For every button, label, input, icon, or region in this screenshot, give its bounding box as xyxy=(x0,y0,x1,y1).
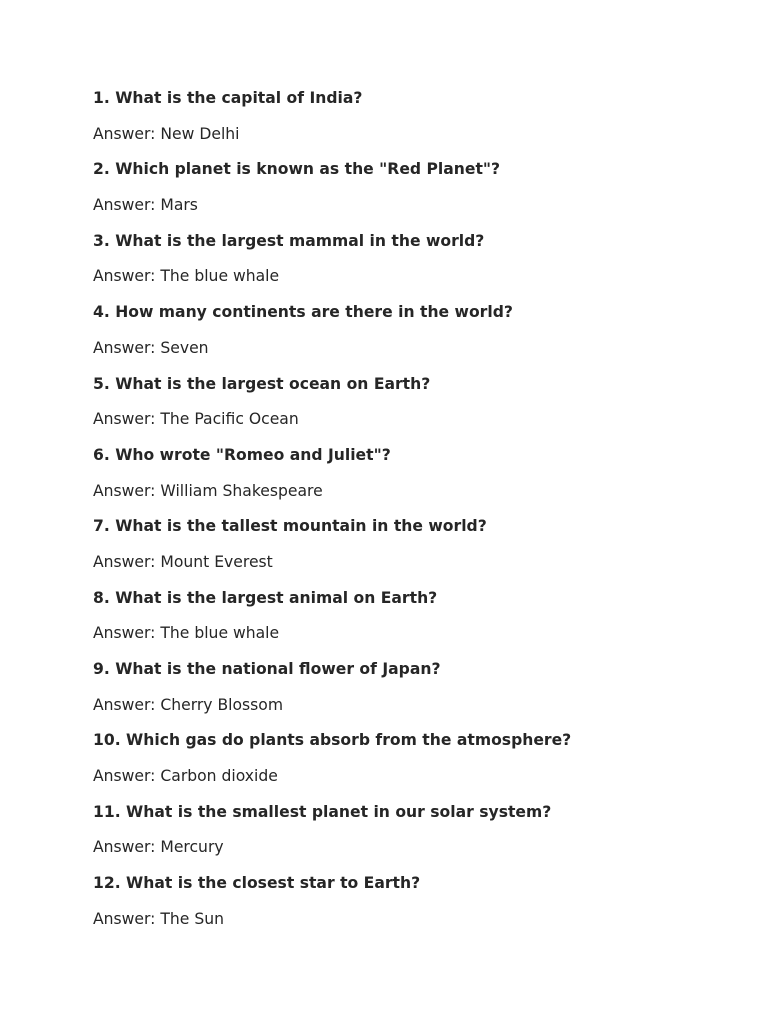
answer-3: Answer: The blue whale xyxy=(93,267,280,286)
question-11: 11. What is the smallest planet in our solar system? xyxy=(93,802,552,821)
answer-6: Answer: William Shakespeare xyxy=(93,481,323,500)
qa-list xyxy=(93,85,733,942)
qa-item-7 xyxy=(93,513,733,584)
answer-9: Answer: Cherry Blossom xyxy=(93,695,284,714)
qa-item-6 xyxy=(93,442,733,513)
question-4: 4. How many continents are there in the world? xyxy=(93,303,513,322)
question-5: 5. What is the largest ocean on Earth? xyxy=(93,374,431,393)
answer-11: Answer: Mercury xyxy=(93,838,224,857)
answer-2: Answer: Mars xyxy=(93,196,198,215)
question-1: 1. What is the capital of India? xyxy=(93,89,363,107)
question-6: 6. Who wrote "Romeo and Juliet"? xyxy=(93,445,391,464)
question-12: 12. What is the closest star to Earth? xyxy=(93,874,421,893)
question-10: 10. Which gas do plants absorb from the atmosphere? xyxy=(93,731,572,750)
qa-item-3 xyxy=(93,228,733,299)
answer-12: Answer: The Sun xyxy=(93,909,224,928)
answer-8: Answer: The blue whale xyxy=(93,624,280,643)
answer-4: Answer: Seven xyxy=(93,338,209,357)
question-8: 8. What is the largest animal on Earth? xyxy=(93,588,438,607)
qa-item-8 xyxy=(93,585,733,656)
qa-item-2 xyxy=(93,156,733,227)
question-9: 9. What is the national flower of Japan? xyxy=(93,660,441,678)
answer-10: Answer: Carbon dioxide xyxy=(93,767,278,786)
qa-item-1 xyxy=(93,85,733,156)
qa-item-11 xyxy=(93,799,733,870)
question-3: 3. What is the largest mammal in the world? xyxy=(93,231,485,250)
qa-item-4 xyxy=(93,299,733,370)
answer-5: Answer: The Pacific Ocean xyxy=(93,410,299,429)
qa-item-5 xyxy=(93,371,733,442)
question-7: 7. What is the tallest mountain in the world? xyxy=(93,517,487,536)
question-2: 2. Which planet is known as the "Red Planet"? xyxy=(93,160,501,179)
qa-item-9 xyxy=(93,656,733,727)
answer-7: Answer: Mount Everest xyxy=(93,552,273,571)
qa-item-12 xyxy=(93,870,733,941)
qa-item-10 xyxy=(93,727,733,798)
answer-1: Answer: New Delhi xyxy=(93,124,240,143)
